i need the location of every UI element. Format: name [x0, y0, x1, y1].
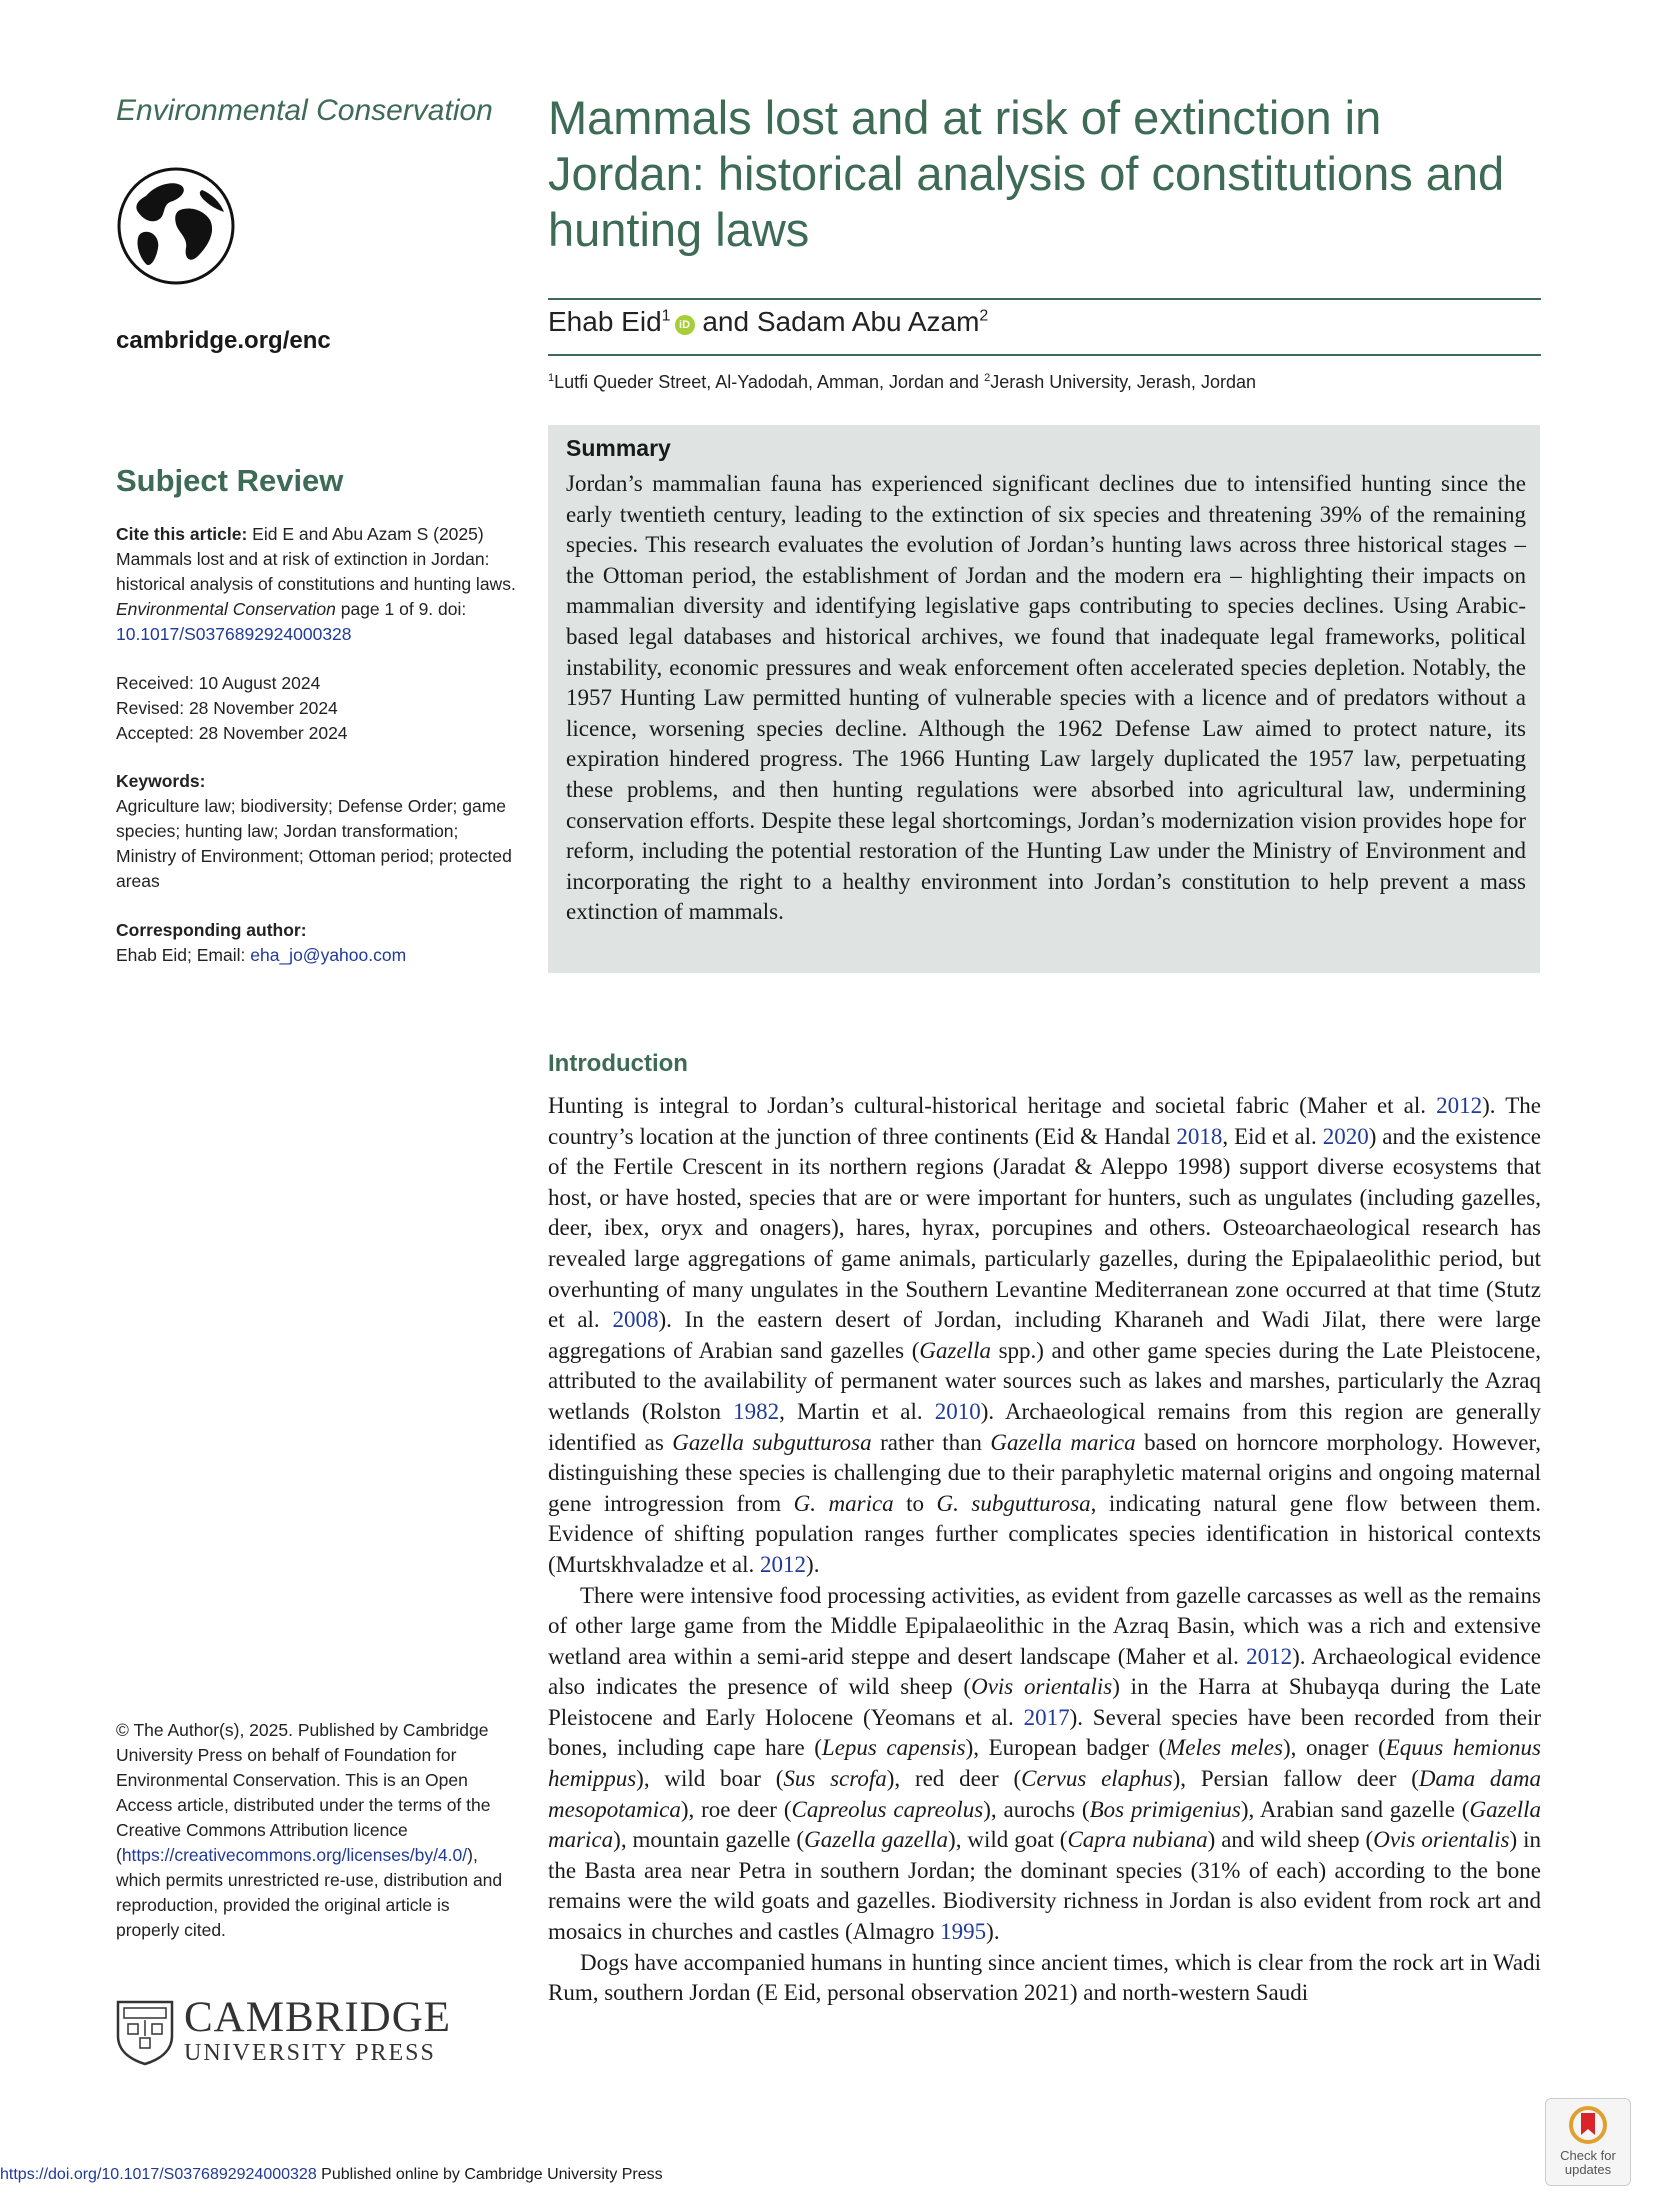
received-date: Received: 10 August 2024 [116, 673, 321, 693]
author-line [548, 306, 988, 338]
paragraph-2: There were intensive food processing activities, as evident from gazelle carcasses as well as the remains of other large game from the Middle Epipalaeolithic in the Azraq Basin, which was a rich and extensive wetland area within a semi-arid steppe and desert landscape (Maher et al. 2012). Archaeological evidence also indicates the presence of wild sheep (Ovis orientalis) in the Harra at Shubayqa during the Late Pleistocene and Early Holocene (Yeomans et al. 2017). Several species have been recorded from their bones, including cape hare (Lepus capensis), European badger (Meles meles), onager (Equus hemionus hemippus), wild boar (Sus scrofa), red deer (Cervus elaphus), Persian fallow deer (Dama dama mesopotamica), roe deer (Capreolus capreolus), aurochs (Bos primigenius), Arabian sand gazelle (Gazella marica), mountain gazelle (Gazella gazella), wild goat (Capra nubiana) and wild sheep (Ovis orientalis) in the Basta area near Petra in southern Jordan; the dominant species (31% of each) according to the bone remains were the wild goats and gazelles. Biodiversity richness in Jordan is also evident from rock art and mosaics in churches and castles (Almagro 1995). [548, 1582, 1542, 1945]
keywords-text: Agriculture law; biodiversity; Defense Order; game species; hunting law; Jordan transformation; Ministry of Environment; Ottoman period; protected areas [116, 796, 512, 891]
corr-label: Corresponding author: [116, 920, 307, 940]
journal-name: Environmental Conservation [116, 94, 493, 127]
badge-line1: Check for [1560, 2148, 1616, 2163]
publisher-line1: CAMBRIDGE [184, 1994, 452, 2041]
paragraph-3: Dogs have accompanied humans in hunting since ancient times, which is clear from the rock art in Wadi Rum, southern Jordan (E Eid, personal observation 2021) and north-western Saudi [548, 1949, 1541, 2006]
footer-doi-link[interactable]: https://doi.org/10.1017/S0376892924000328 [0, 2166, 317, 2183]
ref-link[interactable]: 1982 [733, 1398, 780, 1424]
affil-sup-1: 1 [548, 372, 555, 384]
ref-link[interactable]: 1995 [940, 1919, 987, 1945]
corresponding-author-block [116, 918, 516, 968]
keywords-block [116, 769, 516, 894]
summary-box [548, 425, 1540, 973]
footer-line [0, 2166, 663, 2184]
ref-link[interactable]: 2008 [612, 1307, 659, 1333]
journal-site-link[interactable]: cambridge.org/enc [116, 327, 331, 354]
badge-line2: updates [1564, 2162, 1612, 2177]
author2-sup: 2 [979, 307, 989, 325]
author1-name: Ehab Eid [548, 306, 662, 337]
license-text-end: ), which permits unrestricted re-use, distribution and reproduction, provided the original article is properly cited. [116, 1845, 503, 1940]
cite-page: page 1 of 9. doi: [340, 599, 467, 619]
cite-label: Cite this article: [116, 524, 248, 544]
check-for-updates-badge[interactable] [1545, 2098, 1631, 2186]
ref-link[interactable]: 2018 [1176, 1123, 1223, 1149]
paragraph-1: Hunting is integral to Jordan’s cultural-historical heritage and societal fabric (Maher et al. 2012). The country’s location at the junction of three continents (Eid & Handal 2018, Eid et al. 2020) and the existence of the Fertile Crescent in its northern regions (Jaradat & Aleppo 1998) support diverse ecosystems that host, or have hosted, species that are or were important for hunters, such as ungulates (including gazelles, deer, ibex, oryx and onagers), hares, hyrax, porcupines and others. Osteoarchaeological research has revealed large aggregations of game animals, particularly gazelles, during the Epipalaeolithic period, but overhunting of many ungulates in the Southern Levantine Mediterranean zone occurred at that time (Stutz et al. 2008). In the eastern desert of Jordan, including Kharaneh and Wadi Jilat, there were large aggregations of Arabian sand gazelles (Gazella spp.) and other game species during the Late Pleistocene, attributed to the availability of permanent water sources such as lakes and marshes, particularly the Azraq wetlands (Rolston 1982, Martin et al. 2010). Archaeological remains from this region are generally identified as Gazella subgutturosa rather than Gazella marica based on horncore morphology. However, distinguishing these species is challenging due to their paraphyletic maternal origins and ongoing maternal gene introgression from G. marica to G. subgutturosa, indicating natural gene flow between them. Evidence of shifting population ranges further complicates species identification in historical contexts (Murtskhvaladze et al. 2012). [548, 1093, 1542, 1577]
introduction-heading: Introduction [548, 1050, 688, 1077]
cambridge-shield-icon [116, 2000, 174, 2066]
affil-sup-2: 2 [984, 372, 991, 384]
ref-link[interactable]: 2012 [1436, 1093, 1483, 1118]
footer-published: Published online by Cambridge University Press [316, 2166, 663, 2183]
ref-link[interactable]: 2010 [934, 1398, 981, 1424]
keywords-label: Keywords: [116, 771, 206, 791]
dates-block [116, 671, 516, 746]
affil-1: Lutfi Queder Street, Al-Yadodah, Amman, Jordan and [554, 372, 980, 392]
cite-journal: Environmental Conservation [116, 599, 336, 619]
article-body [548, 1091, 1541, 2009]
orcid-icon[interactable]: iD [675, 315, 695, 335]
citation-block [116, 522, 516, 647]
license-block [116, 1718, 516, 1943]
author2-name: and Sadam Abu Azam [702, 306, 980, 337]
globe-icon [116, 166, 236, 286]
cite-doi-link[interactable]: 10.1017/S0376892924000328 [116, 624, 352, 644]
author-rule-bottom [548, 354, 1541, 356]
corr-name: Ehab Eid; Email: [116, 945, 246, 965]
publisher-line2: UNIVERSITY PRESS [184, 2040, 436, 2066]
publisher-logo [184, 1996, 451, 2066]
ref-link[interactable]: 2012 [760, 1551, 807, 1577]
license-text: © The Author(s), 2025. Published by Cambridge University Press on behalf of Foundation for Environmental Conservation. This is an Open Access article, distributed under the terms of the Creative Commons Attribution licence ( [116, 1720, 491, 1865]
article-type: Subject Review [116, 463, 344, 498]
bookmark-ribbon-icon [1568, 2105, 1608, 2147]
summary-heading: Summary [566, 435, 671, 461]
ref-link[interactable]: 2020 [1322, 1123, 1369, 1149]
summary-text: Jordan’s mammalian fauna has experienced significant declines due to intensified hunting since the early twentieth century, leading to the extinction of six species and threatening 39% of the remaining species. This research evaluates the evolution of Jordan’s hunting laws across three historical stages – the Ottoman period, the establishment of Jordan and the modern era – highlighting their impacts on mammalian diversity and identifying legislative gaps contributing to species declines. Using Arabic-based legal databases and historical archives, we found that inadequate legal frameworks, political instability, economic pressures and weak enforcement often accelerated species depletion. Notably, the 1957 Hunting Law permitted hunting of vulnerable species with a licence and of predators without a licence, worsening species decline. Although the 1962 Defense Law aimed to protect nature, its expiration hindered progress. The 1966 Hunting Law largely duplicated the 1957 law, perpetuating these problems, and then hunting regulations were absorbed into agricultural law, undermining conservation efforts. Despite these legal shortcomings, Jordan’s modernization vision provides hope for reform, including the potential restoration of the Hunting Law under the Ministry of Environment and incorporating the right to a healthy environment into Jordan’s constitution to help prevent a mass extinction of mammals. [566, 471, 1526, 925]
license-link[interactable]: https://creativecommons.org/licenses/by/4.0/ [121, 1845, 468, 1865]
title-rule-top [548, 298, 1541, 300]
ref-link[interactable]: 2012 [1246, 1643, 1293, 1669]
ref-link[interactable]: 2017 [1023, 1704, 1070, 1730]
article-title: Mammals lost and at risk of extinction in Jordan: historical analysis of constitutions and hunting laws [548, 91, 1505, 256]
accepted-date: Accepted: 28 November 2024 [116, 723, 348, 743]
revised-date: Revised: 28 November 2024 [116, 698, 338, 718]
author1-sup: 1 [661, 307, 671, 325]
corr-email-link[interactable]: eha_jo@yahoo.com [250, 945, 407, 965]
affil-2: Jerash University, Jerash, Jordan [990, 372, 1256, 392]
cite-text: Eid E and Abu Azam S (2025) Mammals lost and at risk of extinction in Jordan: historical analysis of constitutions and hunting laws. [116, 524, 516, 594]
affiliations [548, 372, 1256, 393]
